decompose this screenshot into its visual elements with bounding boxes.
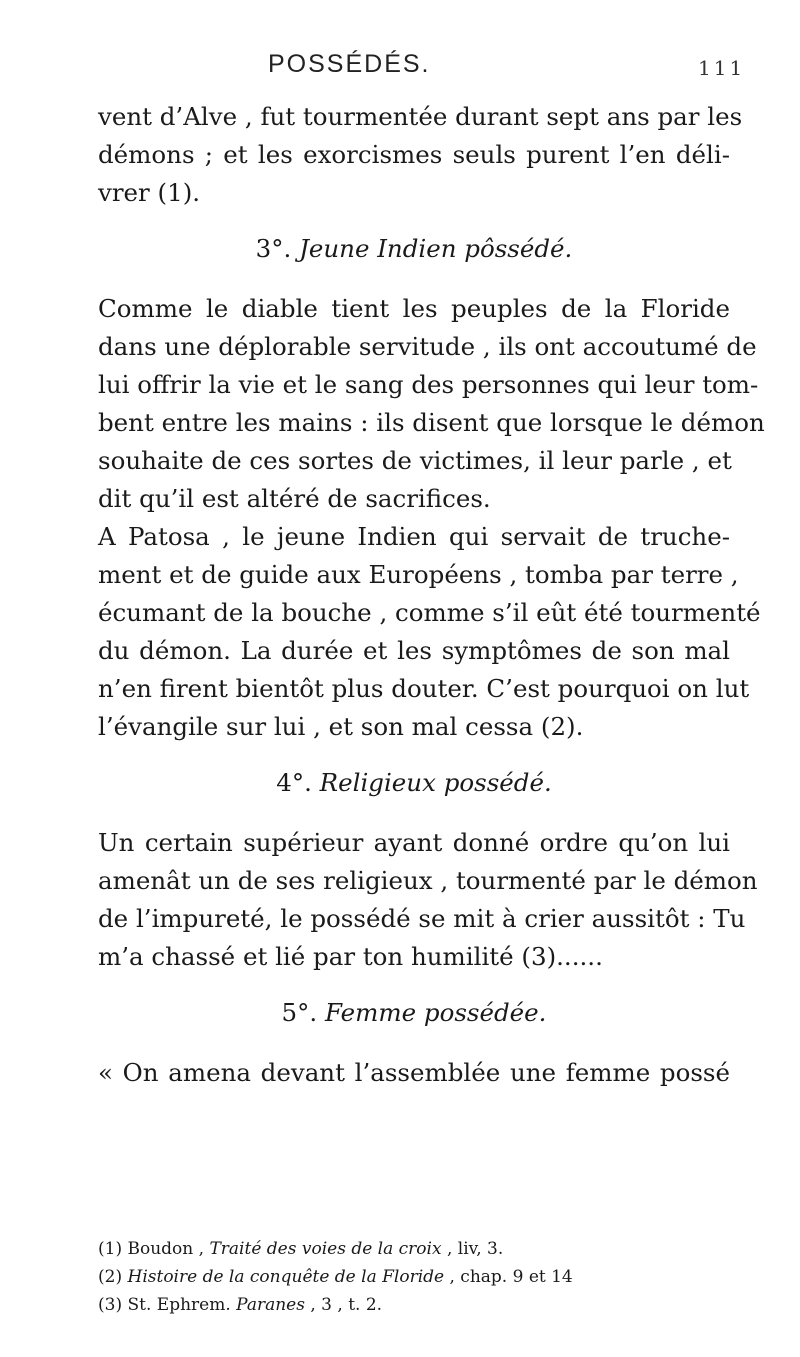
page-number: 111 [698,56,746,80]
footnote-work-title: Histoire de la conquête de la Floride [127,1267,445,1287]
text-line: Comme le diable tient les peuples de la Floride [98,294,730,323]
section-number: 3°. [255,234,292,263]
body-text [98,98,765,1092]
text-line: bent entre les mains : ils disent que lorsque le démon [98,408,765,437]
section-title: Femme possédée. [324,998,547,1027]
section-heading-5 [98,994,730,1032]
text-line: souhaite de ces sortes de victimes, il leur parle , et [98,446,732,475]
text-line: vrer (1). [98,178,201,207]
paragraph-continuation [98,98,743,212]
running-title: POSSÉDÉS. [268,50,431,78]
paragraph [98,518,761,746]
text-line: démons ; et les exorcismes seuls purent l’en déli- [98,140,730,169]
text-line: vent d’Alve , fut tourmentée durant sept ans par les [98,102,743,131]
text-line: écumant de la bouche , comme s’il eût été tourmenté [98,598,761,627]
footnotes [98,1235,718,1319]
footnote-text: , chap. 9 et 14 [444,1267,573,1287]
footnote-work-title: Traité des voies de la croix [209,1239,442,1259]
paragraph [98,290,765,518]
section-title: Jeune Indien pôssédé. [299,234,573,263]
footnote-text: Boudon , [122,1239,210,1259]
text-line: lui offrir la vie et le sang des personnes qui leur tom- [98,370,759,399]
footnote [98,1263,718,1291]
footnote [98,1235,718,1263]
text-line: m’a chassé et lié par ton humilité (3)...... [98,942,603,971]
text-line: l’évangile sur lui , et son mal cessa (2). [98,712,584,741]
text-line: A Patosa , le jeune Indien qui servait de truche- [98,522,730,551]
footnote-mark: (1) [98,1239,123,1259]
paragraph [98,1054,730,1092]
text-line: « On amena devant l’assemblée une femme possé [98,1058,730,1087]
running-head [0,50,800,90]
footnote-work-title: Paranes [236,1295,305,1315]
footnote [98,1291,718,1319]
footnote-text: , liv, 3. [441,1239,504,1259]
section-title: Religieux possédé. [319,768,552,797]
paragraph [98,824,758,976]
text-line: Un certain supérieur ayant donné ordre qu’on lui [98,828,730,857]
text-line: dit qu’il est altéré de sacrifices. [98,484,491,513]
footnote-mark: (2) [98,1267,123,1287]
section-number: 5°. [281,998,318,1027]
text-line: n’en firent bientôt plus douter. C’est pourquoi on lut [98,674,750,703]
text-line: du démon. La durée et les symptômes de son mal [98,636,730,665]
section-heading-3 [98,230,730,268]
section-number: 4°. [276,768,312,797]
text-line: ment et de guide aux Européens , tomba par terre , [98,560,739,589]
text-line: de l’impureté, le possédé se mit à crier aussitôt : Tu [98,904,746,933]
footnote-mark: (3) [98,1295,123,1315]
text-line: dans une déplorable servitude , ils ont accoutumé de [98,332,757,361]
footnote-text: , 3 , t. 2. [304,1295,383,1315]
footnote-text: St. Ephrem. [122,1295,237,1315]
section-heading-4 [98,764,730,802]
text-line: amenât un de ses religieux , tourmenté par le démon [98,866,758,895]
